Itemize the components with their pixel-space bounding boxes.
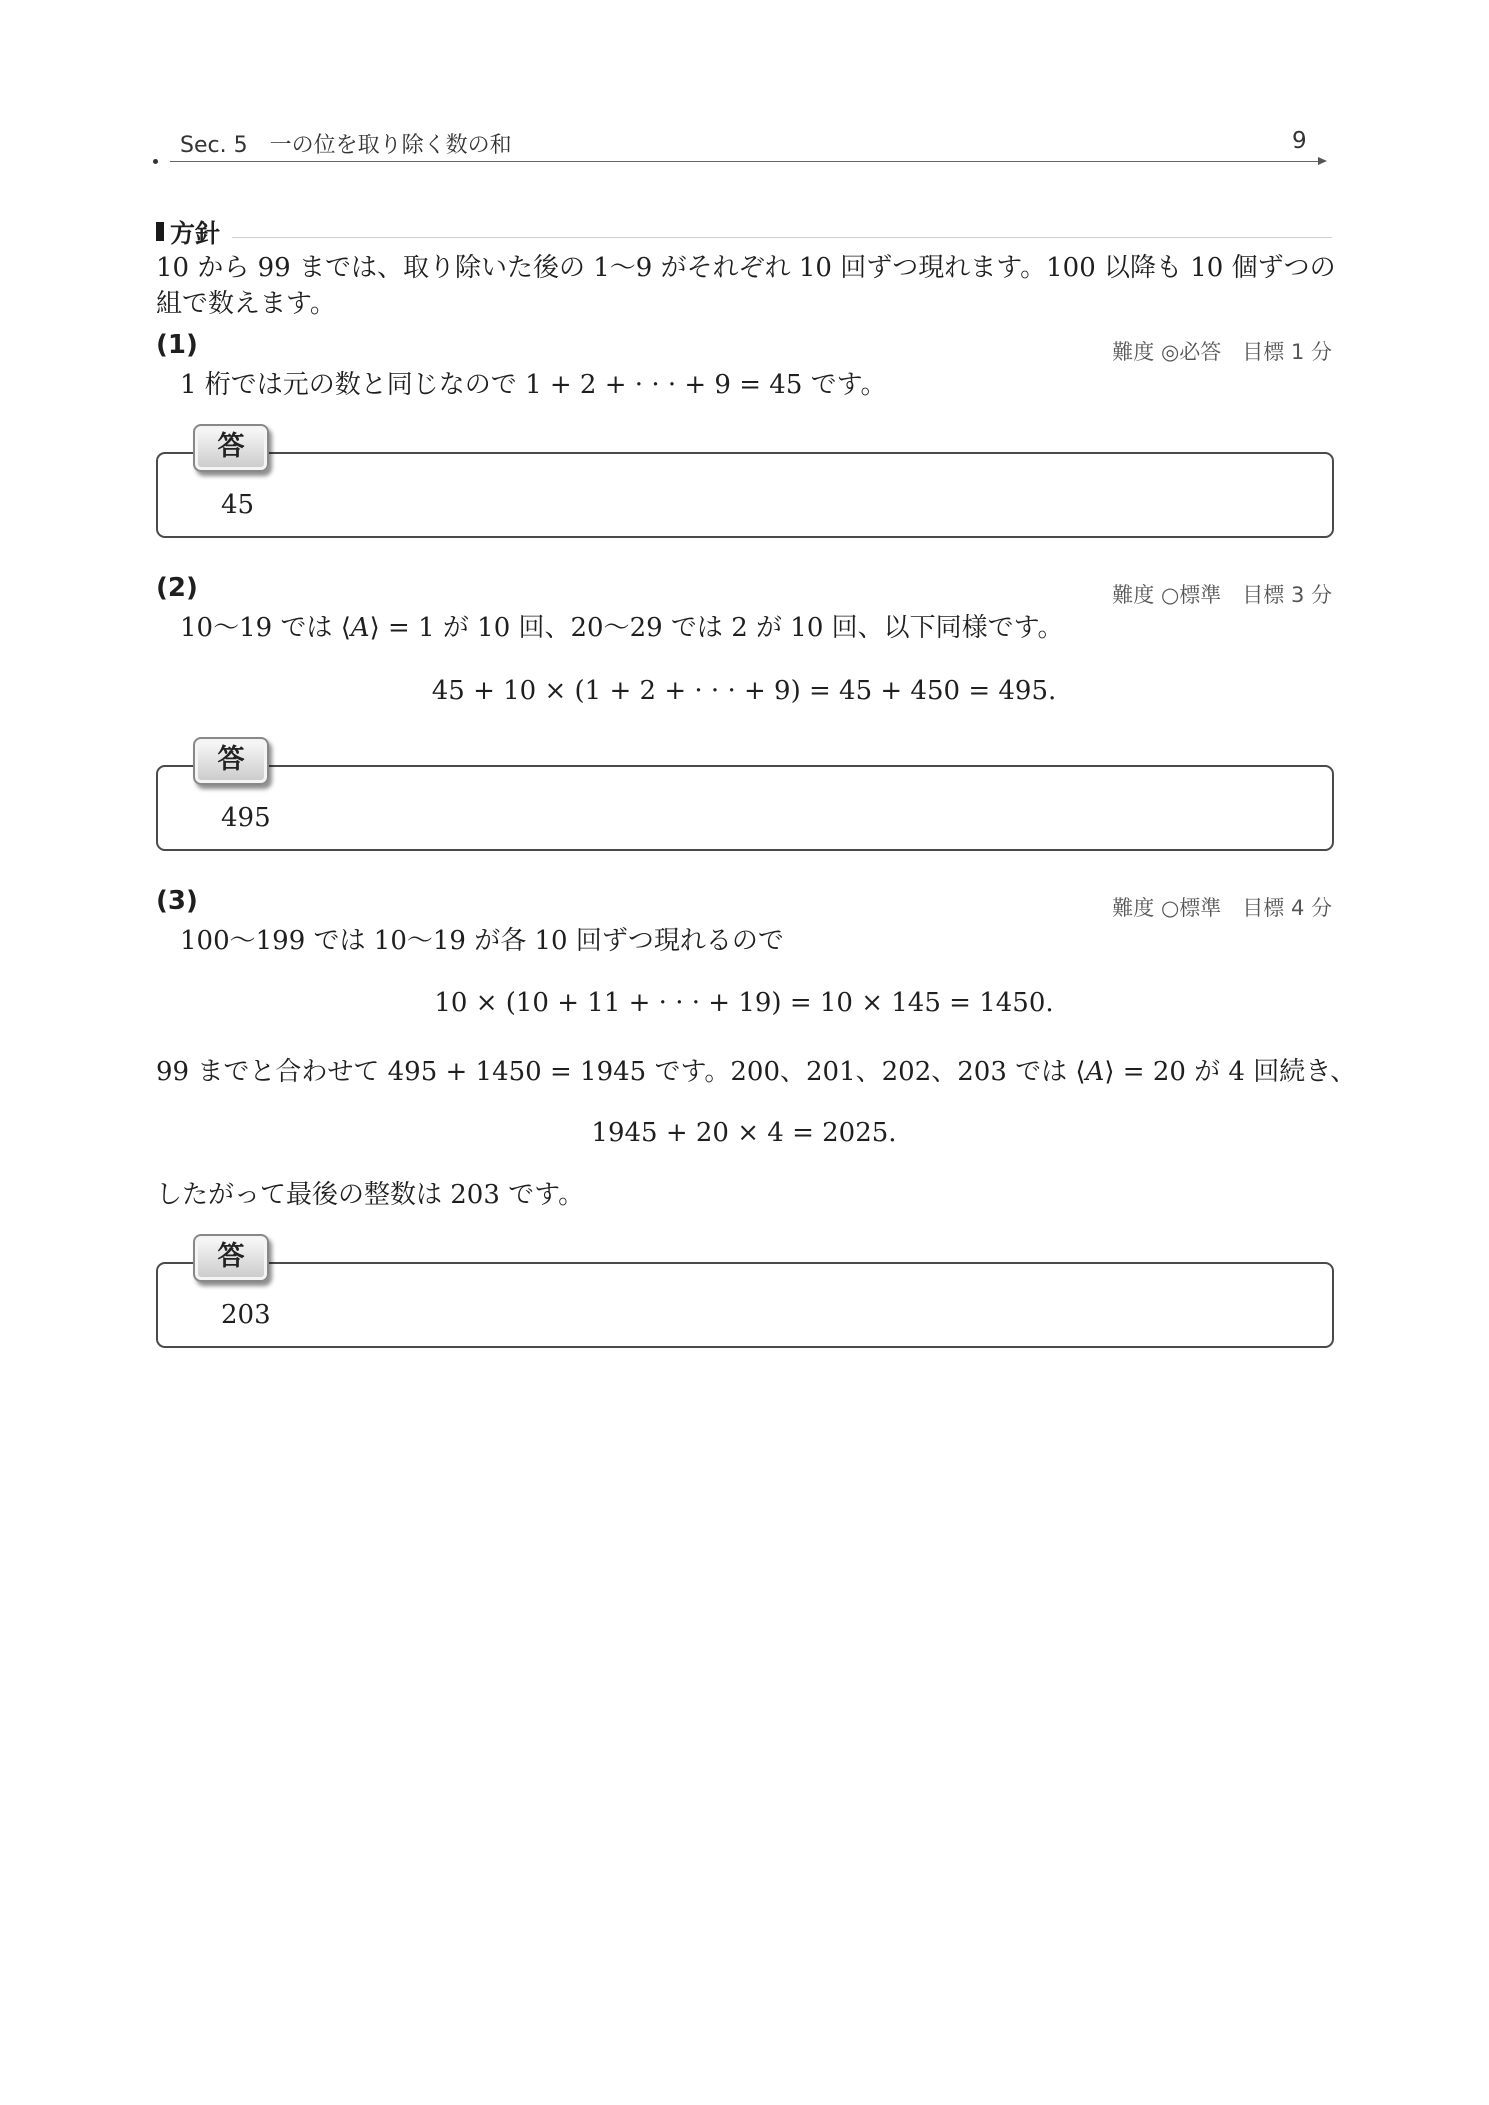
answer-2-value: 495 (221, 803, 271, 833)
question-1-meta: 難度 ◎必答 目標 1 分 (1112, 340, 1332, 364)
heading-marker (156, 222, 164, 241)
question-1-text: 1 桁では元の数と同じなので 1 + 2 + · · · + 9 = 45 です。 (180, 370, 887, 400)
question-3-meta: 難度 ○標準 目標 4 分 (1112, 896, 1332, 920)
question-3-text-3: したがって最後の整数は 203 です。 (156, 1180, 585, 1210)
question-3-number: (3) (156, 886, 198, 916)
policy-text: 10 から 99 までは、取り除いた後の 1〜9 がそれぞれ 10 回ずつ現れます。100 以降も 10 個ずつの組で数えます。 (156, 253, 1336, 319)
question-1-number: (1) (156, 330, 198, 360)
question-2-equation: 45 + 10 × (1 + 2 + · · · + 9) = 45 + 450 = 495. (431, 676, 1057, 706)
header-arrow-icon (1318, 157, 1327, 165)
question-3-equation-1: 10 × (10 + 11 + · · · + 19) = 10 × 145 = 1450. (434, 988, 1054, 1018)
policy-heading: 方針 (170, 219, 221, 248)
answer-1-value: 45 (221, 490, 255, 520)
question-2-text: 10〜19 では ⟨A⟩ = 1 が 10 回、20〜29 では 2 が 10 回、以下同様です。 (180, 613, 1064, 643)
answer-badge-1: 答 (193, 424, 269, 472)
question-2-meta: 難度 ○標準 目標 3 分 (1112, 583, 1332, 607)
question-3-text-1: 100〜199 では 10〜19 が各 10 回ずつ現れるので (180, 926, 784, 956)
question-3-equation-2: 1945 + 20 × 4 = 2025. (591, 1118, 897, 1148)
answer-box-2 (156, 765, 1334, 851)
page-number: 9 (1292, 128, 1307, 154)
question-2-number: (2) (156, 573, 198, 603)
question-3-text-2: 99 までと合わせて 495 + 1450 = 1945 です。200、201、202、203 では ⟨A⟩ = 20 が 4 回続き、 (156, 1057, 1357, 1087)
header-bullet (153, 159, 158, 164)
answer-badge-2: 答 (193, 737, 269, 785)
answer-3-value: 203 (221, 1300, 271, 1330)
answer-box-1 (156, 452, 1334, 538)
answer-badge-3: 答 (193, 1234, 269, 1282)
answer-box-3 (156, 1262, 1334, 1348)
section-title: Sec. 5 一の位を取り除く数の和 (180, 133, 512, 158)
heading-rule (232, 237, 1332, 238)
header-rule (170, 161, 1320, 162)
